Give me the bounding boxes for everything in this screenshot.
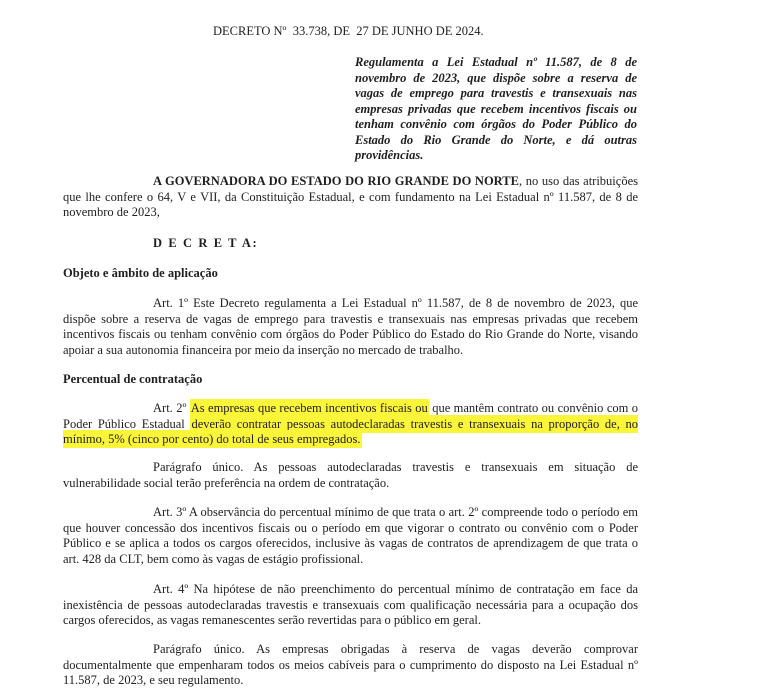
article-2 — [63, 401, 638, 448]
decree-ementa: Regulamenta a Lei Estadual nº 11.587, de 8 de novembro de 2023, que dispõe sobre a reserva de vagas de emprego para travestis e transexuais nas empresas privadas que recebem incentivos fiscais ou tenham convênio com órgãos do Poder Público do Estado do Rio Grande do Norte, e dá outras providências. — [355, 55, 637, 162]
article-2-label: Art. 2º — [153, 401, 190, 415]
highlighted-text-quota: deverão contratar pessoas autodeclaradas travestis e transexuais na proporção de, no mínimo, 5% (cinco por cento) do total de seus empregados. — [63, 416, 638, 446]
section-heading-objeto: Objeto e âmbito de aplicação — [63, 266, 218, 280]
preamble-authority: A GOVERNADORA DO ESTADO DO RIO GRANDE DO NORTE — [153, 174, 519, 188]
preamble-text: , no uso das atribuições que lhe confere o 64, V e VII, da Constituição Estadual, e com fundamento na Lei Estadual nº 11.587, de 8 de novembro de 2023, — [63, 174, 638, 219]
article-1: Art. 1º Este Decreto regulamenta a Lei Estadual nº 11.587, de 8 de novembro de 2023, que dispõe sobre a reserva de vagas de emprego para travestis e transexuais nas empresas privadas que recebem incentivos fiscais ou tenham convênio com órgãos do Poder Público do Estado do Rio Grande do Norte, visando apoiar a sua autonomia financeira por meio da inserção no mercado de trabalho. — [63, 296, 638, 357]
article-2-paragraph-unico: Parágrafo único. As pessoas autodeclaradas travestis e transexuais em situação de vulnerabilidade social terão preferência na ordem de contratação. — [63, 460, 638, 490]
article-4-paragraph-unico: Parágrafo único. As empresas obrigadas à reserva de vagas deverão comprovar documentalmente que empenharam todos os meios cabíveis para o cumprimento do disposto na Lei Estadual nº 11.587, de 2023, e seu regulamento. — [63, 642, 638, 687]
article-2-middle-text: que mantêm contrato ou convênio com o Poder Público Estadual — [63, 401, 638, 431]
section-heading-percentual: Percentual de contratação — [63, 372, 203, 386]
article-3: Art. 3º A observância do percentual mínimo de que trata o art. 2º compreende todo o período em que houver concessão dos incentivos fiscais ou o período em que vigorar o contrato ou convênio com o Poder Público e se aplica a todos os cargos oferecidos, inclusive às vagas de contratos de aprendizagem de que trata o art. 428 da CLT, bem como às vagas de estágio profissional. — [63, 505, 638, 566]
preamble-paragraph — [63, 174, 638, 221]
highlighted-text-incentives: As empresas que recebem incentivos fiscais ou — [190, 401, 428, 415]
decreta-heading: D E C R E T A: — [153, 236, 259, 250]
article-4: Art. 4º Na hipótese de não preenchimento do percentual mínimo de contratação em face da inexistência de pessoas autodeclaradas travestis e transexuais com qualificação necessária para a ocupação dos cargos oferecidos, as vagas remanescentes serão revertidas para o público em geral. — [63, 582, 638, 627]
decree-title: DECRETO Nº 33.738, DE 27 DE JUNHO DE 2024. — [213, 24, 484, 38]
